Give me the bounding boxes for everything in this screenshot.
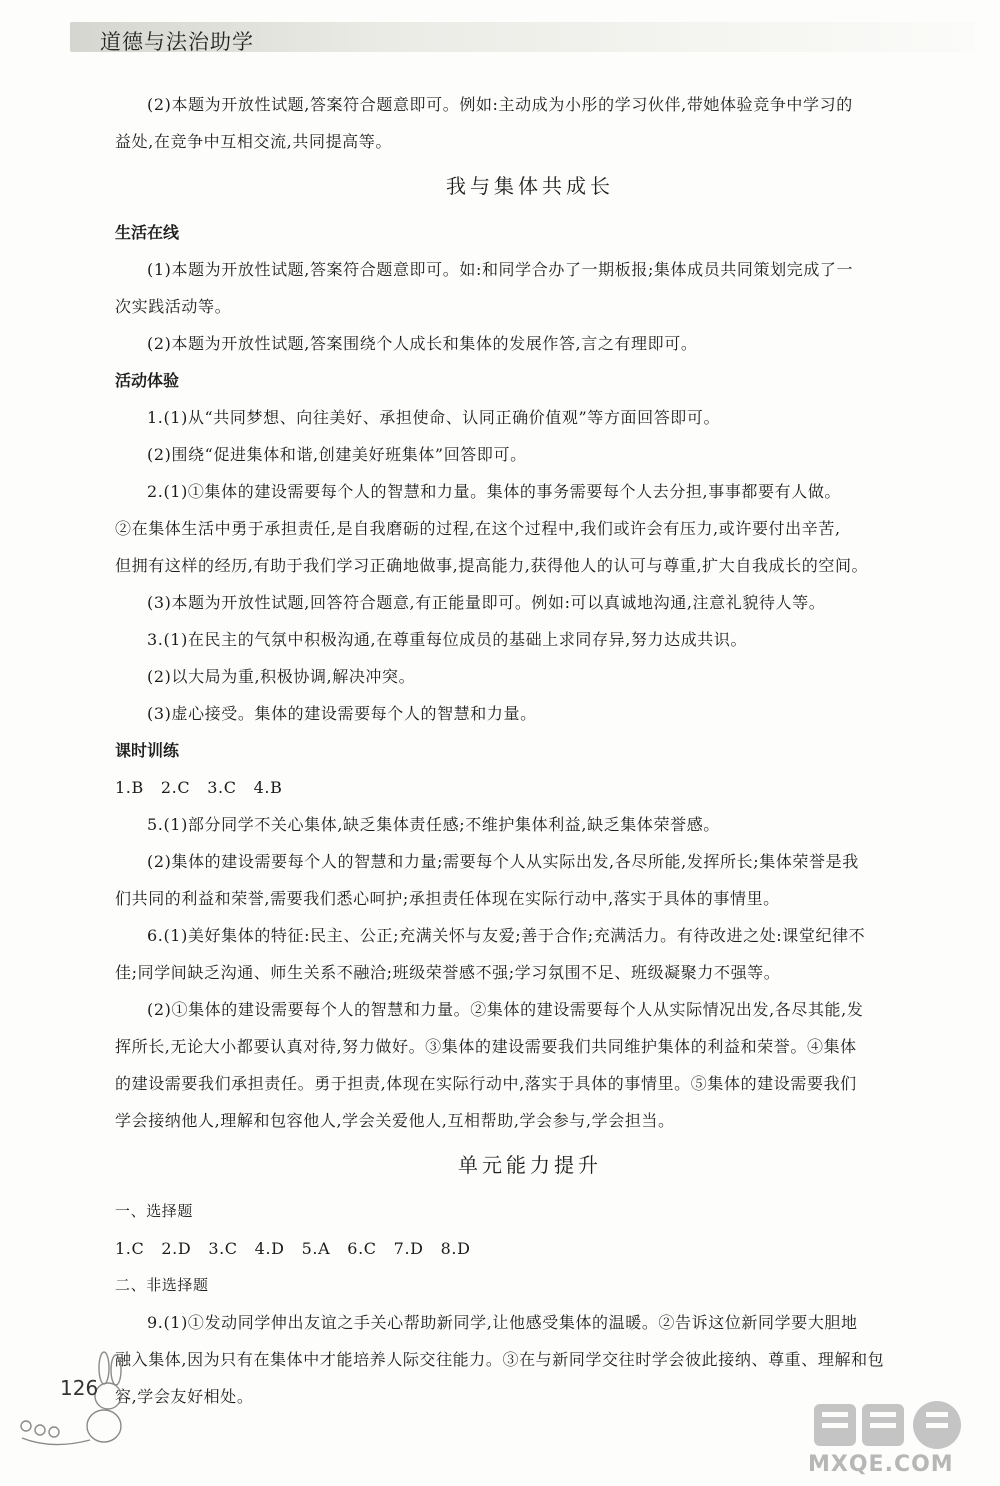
paragraph: (2)以大局为重,积极协调,解决冲突。: [147, 667, 416, 686]
subheading-life: 生活在线: [115, 223, 180, 242]
paragraph: 佳;同学间缺乏沟通、师生关系不融洽;班级荣誉感不强;学习氛围不足、班级凝聚力不强等。: [115, 963, 781, 982]
watermark-text: MXQE.COM: [808, 1452, 954, 1477]
paragraph: 2.(1)①集体的建设需要每个人的智慧和力量。集体的事务需要每个人去分担,事事都要有人做。: [147, 482, 842, 501]
subheading-activity: 活动体验: [115, 371, 180, 390]
paragraph: 5.(1)部分同学不关心集体,缺乏集体责任感;不维护集体利益,缺乏集体荣誉感。: [147, 815, 720, 834]
section-title: 单元能力提升: [458, 1153, 602, 1177]
page-header: [0, 0, 1000, 70]
paragraph: (2)①集体的建设需要每个人的智慧和力量。②集体的建设需要每个人从实际情况出发,各尽其能,发: [147, 1000, 864, 1019]
paragraph: 学会接纳他人,理解和包容他人,学会关爱他人,互相帮助,学会参与,学会担当。: [115, 1111, 675, 1130]
paragraph: (2)本题为开放性试题,答案围绕个人成长和集体的发展作答,言之有理即可。: [147, 334, 698, 353]
page-content: [115, 86, 945, 1415]
subheading-nonchoice: 二、非选择题: [115, 1276, 209, 1294]
watermark-logo-icon: [812, 1398, 992, 1454]
paragraph: 融入集体,因为只有在集体中才能培养人际交往能力。③在与新同学交往时学会彼此接纳、尊重、理解和包: [115, 1350, 885, 1369]
paragraph: 6.(1)美好集体的特征:民主、公正;充满关怀与友爱;善于合作;充满活力。有待改进之处:课堂纪律不: [147, 926, 866, 945]
paragraph: 次实践活动等。: [115, 297, 232, 316]
book-title: 道德与法治助学: [100, 30, 254, 54]
paragraph: 挥所长,无论大小都要认真对待,努力做好。③集体的建设需要我们共同维护集体的利益和荣誉。④集体: [115, 1037, 857, 1056]
paragraph: 益处,在竞争中互相交流,共同提高等。: [115, 132, 392, 151]
paragraph: 1.(1)从“共同梦想、向往美好、承担使命、认同正确价值观”等方面回答即可。: [147, 408, 721, 427]
paragraph: (2)本题为开放性试题,答案符合题意即可。例如:主动成为小彤的学习伙伴,带她体验竞争中学习的: [147, 95, 853, 114]
paragraph: 3.(1)在民主的气氛中积极沟通,在尊重每位成员的基础上求同存异,努力达成共识。: [147, 630, 748, 649]
paragraph: 们共同的利益和荣誉,需要我们悉心呵护;承担责任体现在实际行动中,落实于具体的事情里。: [115, 889, 780, 908]
bunny-icon: [12, 1350, 132, 1460]
answer-list: 1.B 2.C 3.C 4.B: [115, 778, 283, 797]
section-title: 我与集体共成长: [446, 174, 614, 198]
paragraph: 但拥有这样的经历,有助于我们学习正确地做事,提高能力,获得他人的认可与尊重,扩大自我成长的空间。: [115, 556, 869, 575]
subheading-training: 课时训练: [115, 741, 180, 760]
paragraph: (3)虚心接受。集体的建设需要每个人的智慧和力量。: [147, 704, 537, 723]
paragraph: 9.(1)①发动同学伸出友谊之手关心帮助新同学,让他感受集体的温暖。②告诉这位新同学要大胆地: [147, 1313, 858, 1332]
paragraph: (3)本题为开放性试题,回答符合题意,有正能量即可。例如:可以真诚地沟通,注意礼貌待人等。: [147, 593, 826, 612]
paragraph: 的建设需要我们承担责任。勇于担责,体现在实际行动中,落实于具体的事情里。⑤集体的建设需要我们: [115, 1074, 857, 1093]
paragraph: (1)本题为开放性试题,答案符合题意即可。如:和同学合办了一期板报;集体成员共同策划完成了一: [147, 260, 854, 279]
subheading-choice: 一、选择题: [115, 1202, 194, 1220]
paragraph: ②在集体生活中勇于承担责任,是自我磨砺的过程,在这个过程中,我们或许会有压力,或许要付出辛苦,: [115, 519, 841, 538]
page-number: 126: [60, 1376, 99, 1400]
paragraph: 容,学会友好相处。: [115, 1387, 254, 1406]
paragraph: (2)围绕“促进集体和谐,创建美好班集体”回答即可。: [147, 445, 527, 464]
paragraph: (2)集体的建设需要每个人的智慧和力量;需要每个人从实际出发,各尽所能,发挥所长;集体荣誉是我: [147, 852, 859, 871]
answer-list: 1.C 2.D 3.C 4.D 5.A 6.C 7.D 8.D: [115, 1239, 471, 1258]
